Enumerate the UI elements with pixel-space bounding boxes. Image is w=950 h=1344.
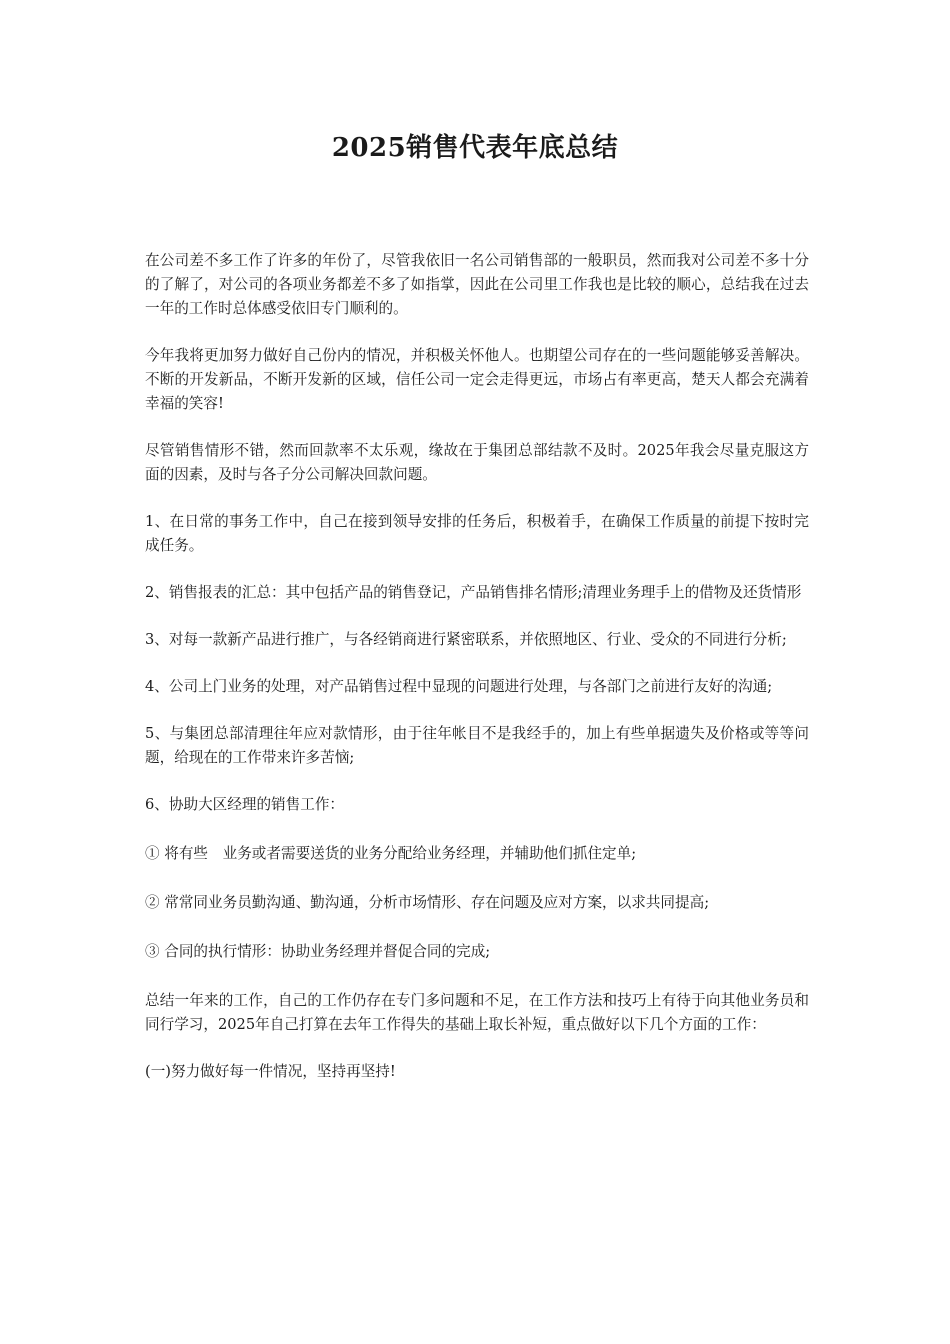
list-item-1: 1、在日常的事务工作中，自己在接到领导安排的任务后，积极着手，在确保工作质量的前提下按时完成任务。: [145, 513, 809, 554]
sub-item-3: ③ 合同的执行情形：协助业务经理并督促合同的完成;: [145, 943, 491, 960]
list-item-2: 2、销售报表的汇总：其中包括产品的销售登记，产品销售排名情形;清理业务理手上的借物及还货情形: [145, 584, 802, 601]
paragraph-plan: 今年我将更加努力做好自己份内的情况，并积极关怀他人。也期望公司存在的一些问题能够妥善解决。不断的开发新品，不断开发新的区域，信任公司一定会走得更远，市场占有率更高，楚天人都会充满着幸福的笑容!: [145, 347, 809, 412]
paragraph-intro: 在公司差不多工作了许多的年份了，尽管我依旧一名公司销售部的一般职员，然而我对公司差不多十分的了解了，对公司的各项业务都差不多了如指掌，因此在公司里工作我也是比较的顺心，总结我在过去一年的工作时总体感受依旧专门顺利的。: [145, 252, 809, 317]
list-item-5: 5、与集团总部清理往年应对款情形，由于往年帐目不是我经手的，加上有些单据遗失及价格或等等问题，给现在的工作带来许多苦恼;: [145, 725, 809, 766]
goal-item-1: (一)努力做好每一件情况，坚持再坚持!: [145, 1063, 396, 1080]
document-title: 2025销售代表年底总结: [331, 133, 619, 163]
sub-item-2: ② 常常同业务员勤沟通、勤沟通，分析市场情形、存在问题及应对方案，以求共同提高;: [145, 894, 710, 911]
list-item-4: 4、公司上门业务的处理，对产品销售过程中显现的问题进行处理，与各部门之前进行友好的沟通;: [145, 678, 773, 695]
paragraph-collection: 尽管销售情形不错，然而回款率不太乐观，缘故在于集团总部结款不及时。2025年我会尽量克服这方面的因素，及时与各子分公司解决回款问题。: [145, 442, 809, 483]
paragraph-summary: 总结一年来的工作，自己的工作仍存在专门多问题和不足，在工作方法和技巧上有待于向其他业务员和同行学习，2025年自己打算在去年工作得失的基础上取长补短，重点做好以下几个方面的工作：: [145, 992, 809, 1033]
list-item-3: 3、对每一款新产品进行推广，与各经销商进行紧密联系，并依照地区、行业、受众的不同进行分析;: [145, 631, 787, 648]
document-body: [145, 249, 809, 1107]
sub-item-1: ① 将有些 业务或者需要送货的业务分配给业务经理，并辅助他们抓住定单;: [145, 845, 637, 862]
list-item-6: 6、协助大区经理的销售工作：: [145, 796, 345, 813]
